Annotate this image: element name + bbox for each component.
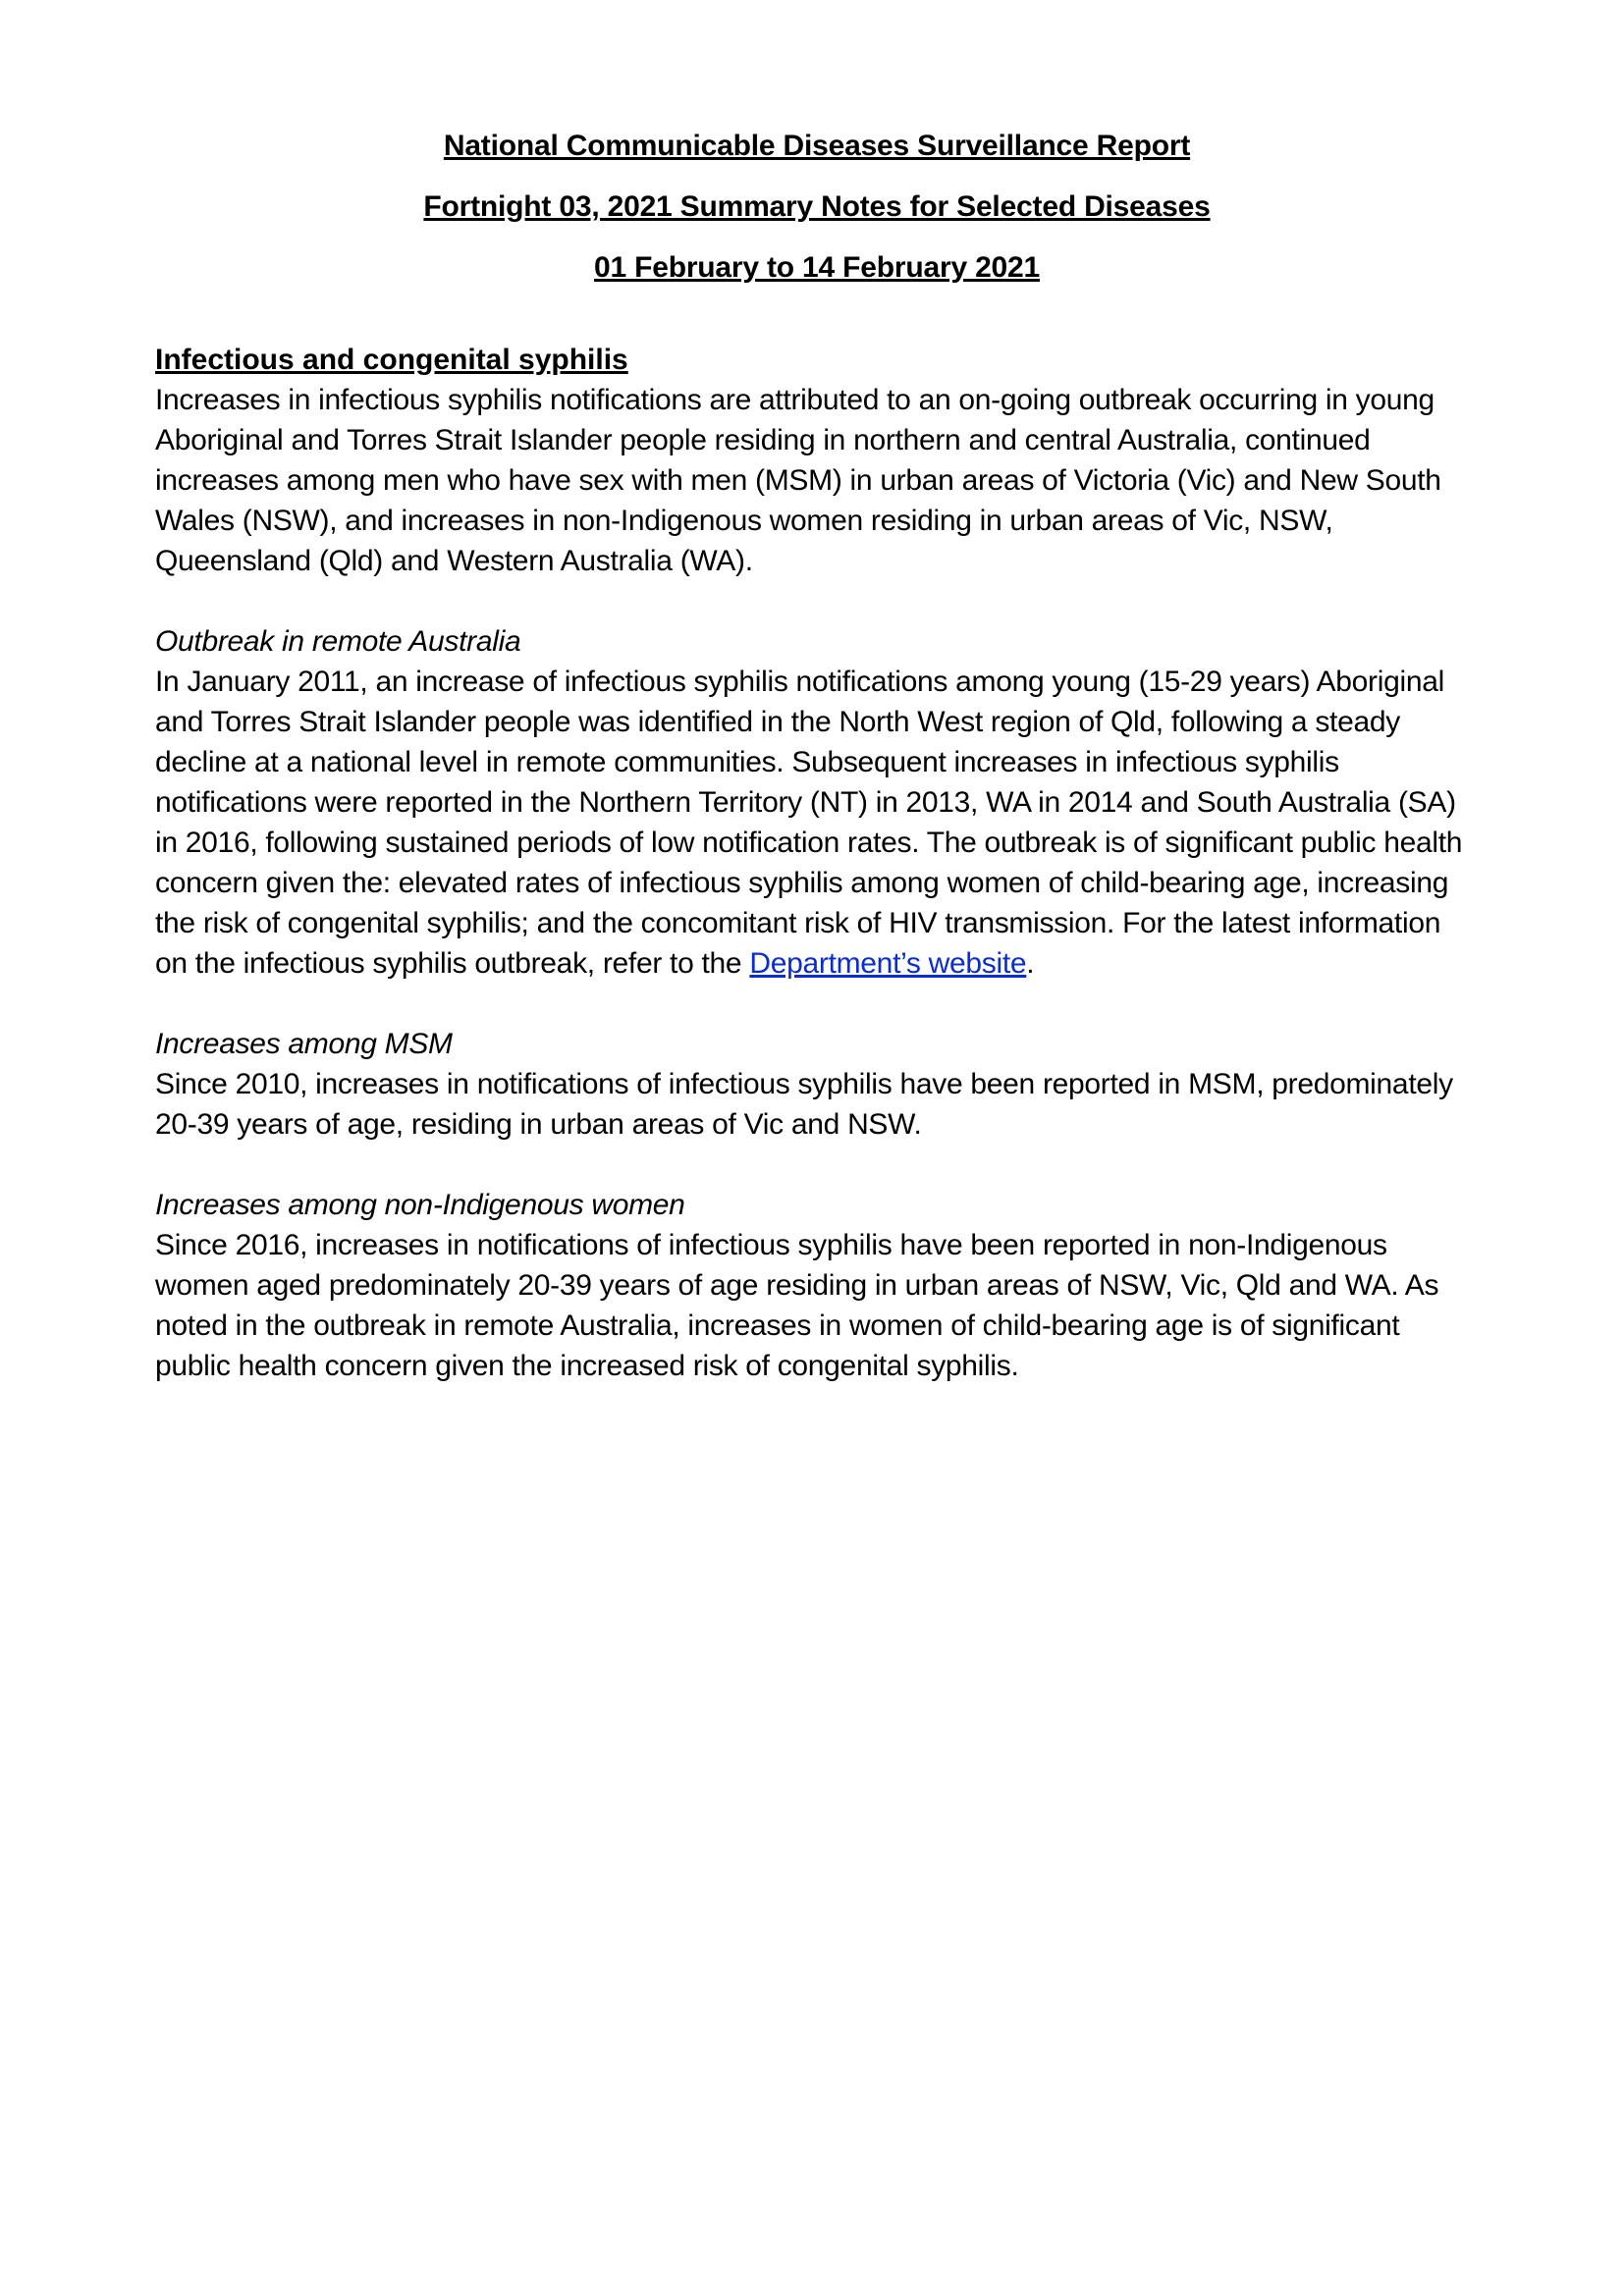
remote-outbreak-subsection bbox=[155, 621, 1479, 984]
remote-outbreak-body: In January 2011, an increase of infectious syphilis notifications among young (15-29 years) Aboriginal and Torres Strait Islander people was identified in the North West region of Qld, following a steady decline at a national level in remote communities. Subsequent increases in infectious syphilis notifications were reported in the Northern Territory (NT) in 2013, WA in 2014 and South Australia (SA) in 2016, following sustained periods of low notification rates. The outbreak is of significant public health concern given the: elevated rates of infectious syphilis among women of child-bearing age, increasing the risk of congenital syphilis; and the concomitant risk of HIV transmission. For the latest information on the infectious syphilis outbreak, refer to the bbox=[155, 666, 1463, 980]
remote-outbreak-text bbox=[155, 662, 1479, 984]
report-subtitle: Fortnight 03, 2021 Summary Notes for Selected Diseases bbox=[423, 190, 1211, 223]
section-heading: Infectious and congenital syphilis bbox=[155, 344, 628, 376]
msm-text: Since 2010, increases in notifications of infectious syphilis have been reported in MSM, predominately 20-39 years of age, residing in urban areas of Vic and NSW. bbox=[155, 1068, 1453, 1141]
msm-heading: Increases among MSM bbox=[155, 1028, 453, 1060]
report-title: National Communicable Diseases Surveillance Report bbox=[443, 130, 1191, 162]
report-date-range: 01 February to 14 February 2021 bbox=[593, 251, 1041, 284]
report-header bbox=[155, 116, 1479, 298]
women-heading: Increases among non-Indigenous women bbox=[155, 1189, 685, 1221]
women-subsection bbox=[155, 1185, 1479, 1386]
section-intro: Increases in infectious syphilis notifications are attributed to an on-going outbreak occurring in young Aboriginal and Torres Strait Islander people residing in northern and central Australia, continued increases among men who have sex with men (MSM) in urban areas of Victoria (Vic) and New South Wales (NSW), and increases in non-Indigenous women residing in urban areas of Vic, NSW, Queensland (Qld) and Western Australia (WA). bbox=[155, 384, 1441, 577]
msm-subsection bbox=[155, 1024, 1479, 1145]
remote-outbreak-heading: Outbreak in remote Australia bbox=[155, 625, 521, 658]
remote-outbreak-end: . bbox=[1026, 947, 1035, 980]
department-website-link[interactable]: Department’s website bbox=[749, 947, 1027, 980]
syphilis-section bbox=[155, 340, 1479, 1386]
women-text: Since 2016, increases in notifications of infectious syphilis have been reported in non-Indigenous women aged predominately 20-39 years of age residing in urban areas of NSW, Vic, Qld and WA. As noted in the outbreak in remote Australia, increases in women of child-bearing age is of significant public health concern given the increased risk of congenital syphilis. bbox=[155, 1229, 1439, 1382]
